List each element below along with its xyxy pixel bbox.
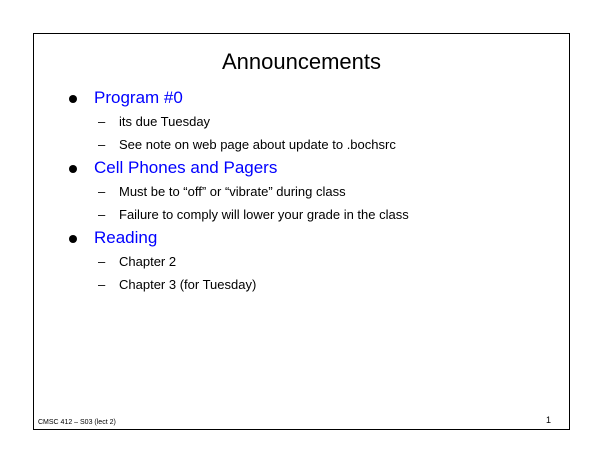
footer-course-label: CMSC 412 – S03 (lect 2) bbox=[38, 419, 116, 426]
sub-item-text: Chapter 3 (for Tuesday) bbox=[119, 277, 257, 292]
dash-icon: – bbox=[98, 184, 106, 199]
sub-item-text: Failure to comply will lower your grade in the class bbox=[119, 207, 409, 222]
dash-icon: – bbox=[98, 277, 106, 292]
sub-item-text: its due Tuesday bbox=[119, 114, 211, 129]
sub-list bbox=[69, 180, 549, 226]
sub-item bbox=[69, 133, 549, 156]
sub-item bbox=[69, 180, 549, 203]
sub-list bbox=[69, 250, 549, 296]
sub-list bbox=[69, 110, 549, 156]
bullet-label: Cell Phones and Pagers bbox=[94, 158, 278, 177]
bullet-dot-icon bbox=[69, 235, 77, 243]
bullet-item-reading bbox=[69, 226, 549, 296]
dash-icon: – bbox=[98, 114, 106, 129]
sub-item bbox=[69, 250, 549, 273]
sub-item-text: See note on web page about update to .bochsrc bbox=[119, 137, 396, 152]
bullet-item-program bbox=[69, 86, 549, 156]
bullet-label: Program #0 bbox=[94, 88, 183, 107]
bullet-list bbox=[69, 86, 549, 296]
dash-icon: – bbox=[98, 207, 106, 222]
dash-icon: – bbox=[98, 254, 106, 269]
slide-title: Announcements bbox=[222, 49, 381, 74]
dash-icon: – bbox=[98, 137, 106, 152]
page-number: 1 bbox=[545, 415, 551, 425]
bullet-dot-icon bbox=[69, 165, 77, 173]
sub-item bbox=[69, 110, 549, 133]
slide-frame bbox=[33, 33, 570, 430]
sub-item-text: Chapter 2 bbox=[119, 254, 177, 269]
sub-item-text: Must be to “off” or “vibrate” during class bbox=[119, 184, 346, 199]
bullet-dot-icon bbox=[69, 95, 77, 103]
sub-item bbox=[69, 273, 549, 296]
bullet-label: Reading bbox=[94, 228, 158, 247]
bullet-item-cell-phones bbox=[69, 156, 549, 226]
sub-item bbox=[69, 203, 549, 226]
